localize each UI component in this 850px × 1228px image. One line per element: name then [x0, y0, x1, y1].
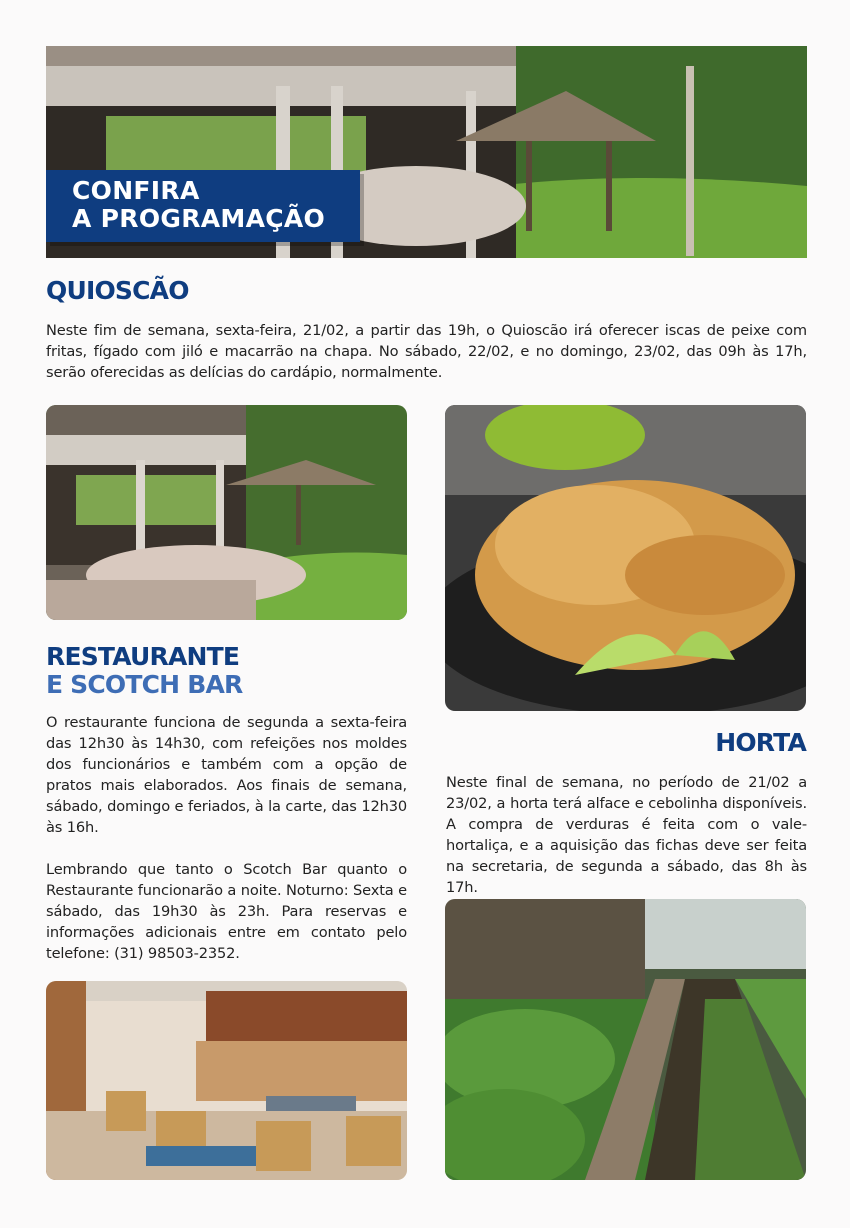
restaurant-photo: [46, 981, 407, 1180]
restaurante-text-1: O restaurante funciona de segunda a sexta-feira das 12h30 às 14h30, com refeições nos moldes dos funcionários e também com a opção de pratos mais elaborados. Aos finais de semana, sábado, domingo e feriados, à la carte, das 12h30 às 16h.: [46, 714, 407, 836]
restaurante-title-line2: E SCOTCH BAR: [46, 670, 243, 699]
vegetable-garden-photo: [445, 899, 806, 1180]
banner-line-2: A PROGRAMAÇÃO: [72, 204, 326, 233]
horta-title: HORTA: [715, 728, 806, 757]
banner-line-1: CONFIRA: [72, 176, 200, 205]
kiosk-photo: [46, 405, 407, 620]
quioscao-text: Neste fim de semana, sexta-feira, 21/02, a partir das 19h, o Quioscão irá oferecer iscas de peixe com fritas, fígado com jiló e macarrão na chapa. No sábado, 22/02, e no domingo, 23/02, das 09h às 17h, serão oferecidas as delícias do cardápio, normalmente.: [46, 322, 807, 381]
programacao-banner-title: [46, 170, 360, 242]
fried-fish-photo: [445, 405, 806, 711]
restaurante-title-line1: RESTAURANTE: [46, 642, 240, 671]
quioscao-title: QUIOSCÃO: [46, 276, 189, 305]
horta-text: Neste final de semana, no período de 21/02 a 23/02, a horta terá alface e cebolinha disponíveis. A compra de verduras é feita com o vale-hortaliça, e a aquisição das fichas deve ser feita na secretaria, de segunda a sábado, das 8h às 17h.: [446, 774, 807, 896]
restaurante-text-2: Lembrando que tanto o Scotch Bar quanto o Restaurante funcionarão a noite. Noturno: Sexta e sábado, das 19h30 às 23h. Para reservas e informações adicionais entre em contato pelo telefone: (31) 98503-2352.: [46, 861, 407, 962]
